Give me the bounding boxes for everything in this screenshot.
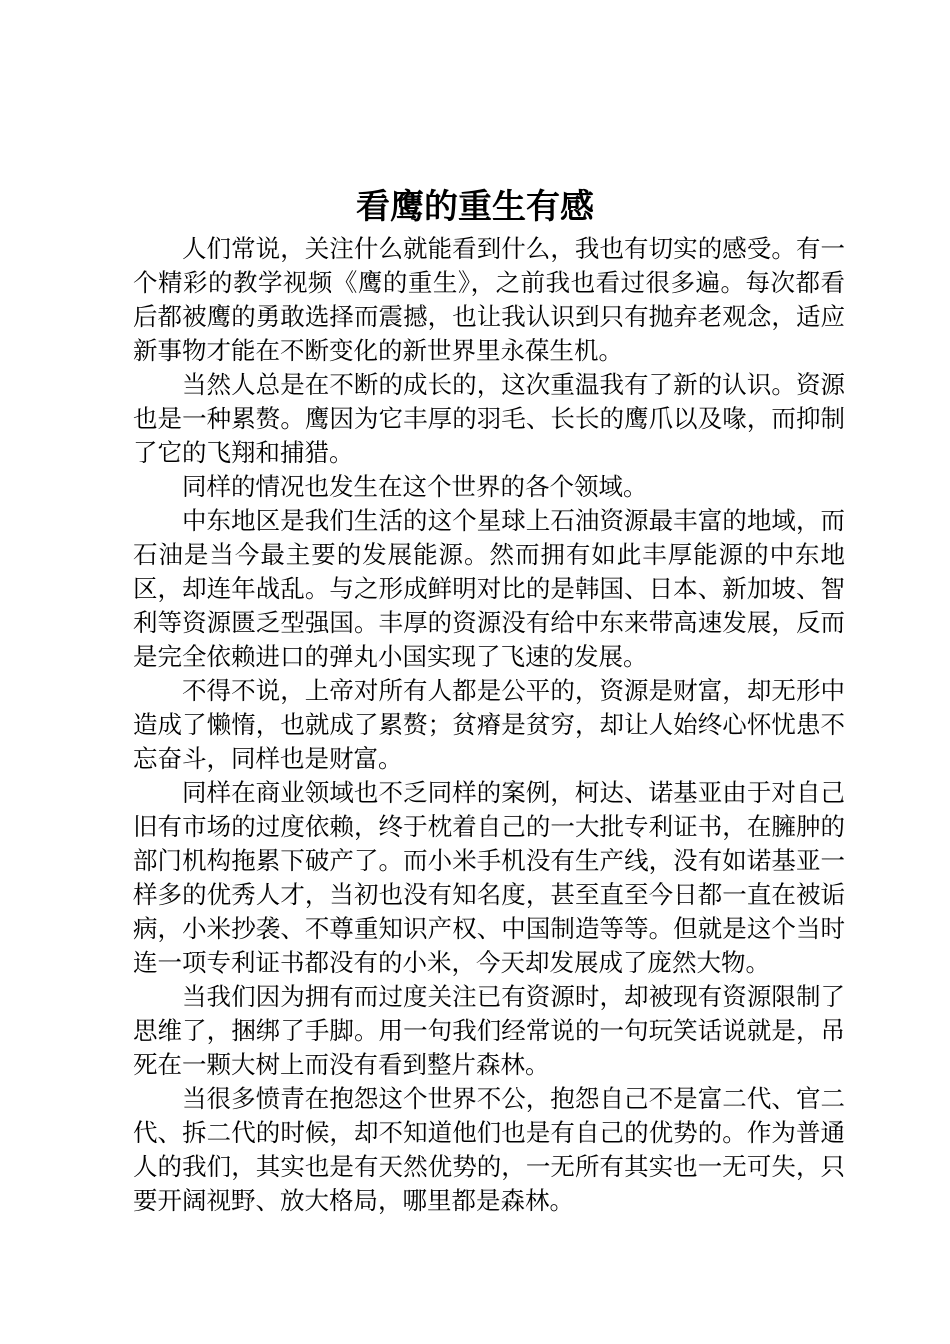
paragraph-3: 同样的情况也发生在这个世界的各个领域。 [182, 472, 648, 501]
paragraph-2: 当然人总是在不断的成长的，这次重温我有了新的认识。资源也是一种累赘。鹰因为它丰厚的羽毛、长长的鹰爪以及喙，而抑制了它的飞翔和捕猎。 [133, 370, 845, 467]
paragraph-7: 当我们因为拥有而过度关注已有资源时，却被现有资源限制了思维了，捆绑了手脚。用一句我们经常说的一句玩笑话说就是，吊死在一颗大树上而没有看到整片森林。 [133, 982, 845, 1079]
paragraph-4: 中东地区是我们生活的这个星球上石油资源最丰富的地域，而石油是当今最主要的发展能源。然而拥有如此丰厚能源的中东地区，却连年战乱。与之形成鲜明对比的是韩国、日本、新加坡、智利等资源匮乏型强国。丰厚的资源没有给中东来带高速发展，反而是完全依赖进口的弹丸小国实现了飞速的发展。 [133, 506, 845, 671]
paragraph-6: 同样在商业领域也不乏同样的案例，柯达、诺基亚由于对自己旧有市场的过度依赖，终于枕着自己的一大批专利证书，在臃肿的部门机构拖累下破产了。而小米手机没有生产线，没有如诺基亚一样多的优秀人才，当初也没有知名度，甚至直至今日都一直在被诟病，小米抄袭、不尊重知识产权、中国制造等等。但就是这个当时连一项专利证书都没有的小米，今天却发展成了庞然大物。 [133, 778, 845, 977]
document-body [133, 232, 845, 1218]
paragraph-1: 人们常说，关注什么就能看到什么，我也有切实的感受。有一个精彩的教学视频《鹰的重生》，之前我也看过很多遍。每次都看后都被鹰的勇敢选择而震撼，也让我认识到只有抛弃老观念，适应新事物才能在不断变化的新世界里永葆生机。 [133, 234, 845, 365]
paragraph-8: 当很多愤青在抱怨这个世界不公，抱怨自己不是富二代、官二代、拆二代的时候，却不知道他们也是有自己的优势的。作为普通人的我们，其实也是有天然优势的，一无所有其实也一无可失，只要开阔视野、放大格局，哪里都是森林。 [133, 1084, 845, 1215]
document-title: 看鹰的重生有感 [356, 187, 594, 227]
paragraph-5: 不得不说，上帝对所有人都是公平的，资源是财富，却无形中造成了懒惰，也就成了累赘；贫瘠是贫穷，却让人始终心怀忧患不忘奋斗，同样也是财富。 [133, 676, 845, 773]
